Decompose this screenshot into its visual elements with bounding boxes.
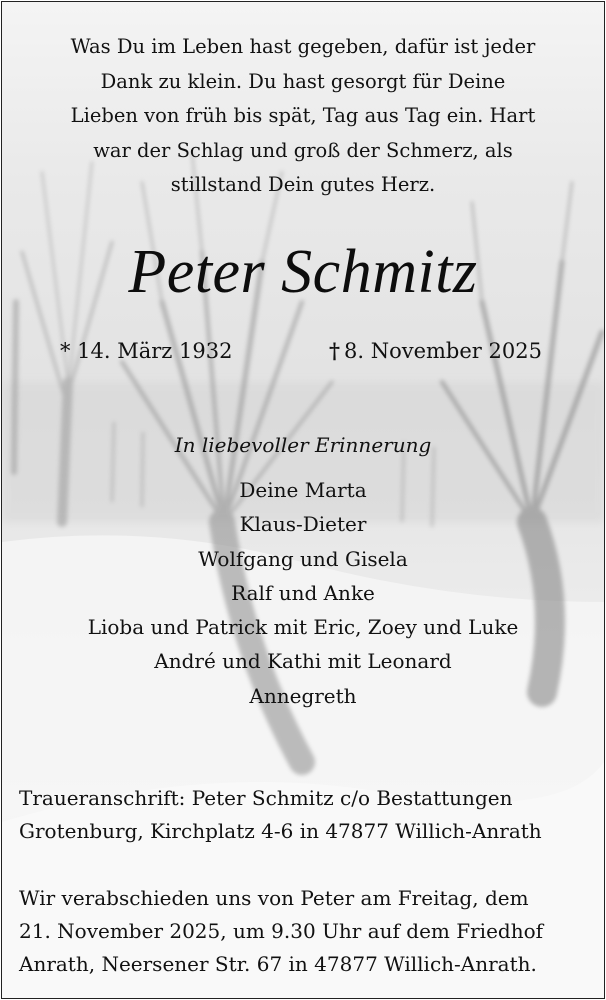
memory-heading: In liebevoller Erinnerung	[174, 433, 432, 457]
death-date: 8. November 2025	[343, 339, 542, 363]
mourning-address	[19, 782, 599, 848]
verse-line: stillstand Dein gutes Herz.	[170, 173, 436, 196]
address-line: Grotenburg, Kirchplatz 4-6 in 47877 Willich-Anrath	[19, 819, 542, 843]
obituary-card	[1, 1, 605, 999]
ceremony-notice	[19, 882, 599, 981]
cross-icon: †	[329, 338, 340, 363]
verse-line: Lieben von früh bis spät, Tag aus Tag ein. Hart	[70, 104, 536, 127]
deceased-name: Peter Schmitz	[128, 238, 478, 306]
family-member: Annegreth	[249, 683, 357, 708]
family-member: Wolfgang und Gisela	[198, 546, 408, 571]
obituary-content	[2, 2, 604, 998]
ceremony-line: Anrath, Neersener Str. 67 in 47877 Willich-Anrath.	[19, 952, 537, 976]
ceremony-line: Wir verabschieden uns von Peter am Freitag, dem	[19, 886, 529, 910]
family-member: Lioba und Patrick mit Eric, Zoey und Luke	[87, 615, 519, 640]
birth-date: * 14. März 1932	[60, 339, 233, 363]
verse-line: war der Schlag und groß der Schmerz, als	[93, 138, 513, 162]
verse-line: Was Du im Leben hast gegeben, dafür ist jeder	[70, 35, 536, 58]
death-date-line	[329, 336, 542, 366]
family-member: Klaus-Dieter	[239, 512, 367, 537]
family-list	[2, 473, 604, 713]
ceremony-line: 21. November 2025, um 9.30 Uhr auf dem Friedhof	[19, 919, 544, 943]
address-line: Traueranschrift: Peter Schmitz c/o Bestattungen	[19, 786, 513, 810]
memorial-verse	[22, 30, 584, 203]
family-member: Deine Marta	[239, 478, 367, 502]
family-member: André und Kathi mit Leonard	[154, 649, 452, 674]
verse-line: Dank zu klein. Du hast gesorgt für Deine	[100, 69, 506, 93]
family-member: Ralf und Anke	[231, 580, 375, 605]
